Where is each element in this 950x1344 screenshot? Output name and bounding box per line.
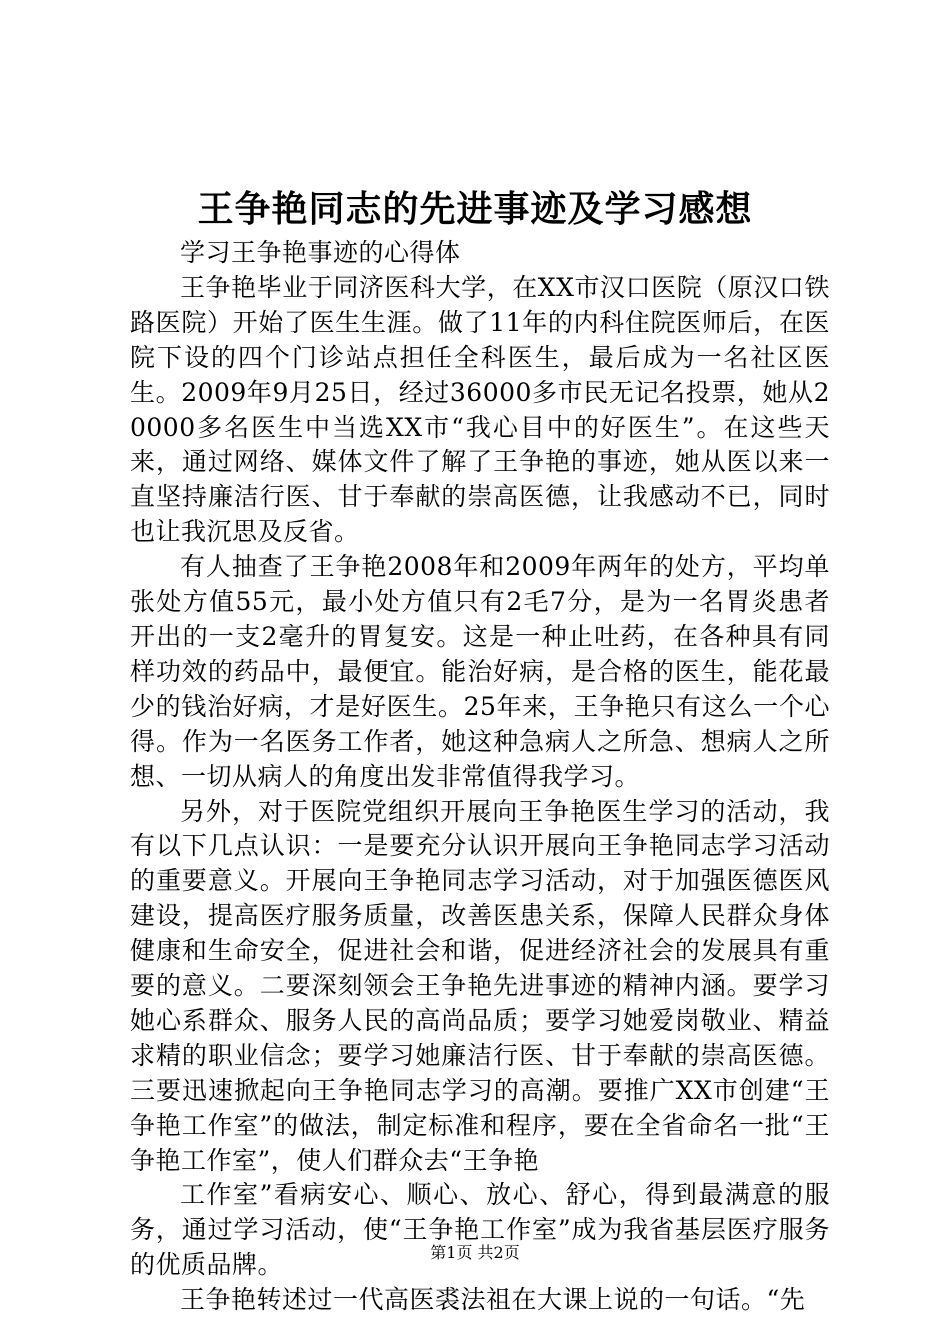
subtitle-paragraph: 学习王争艳事迹的心得体 (180, 238, 461, 267)
body-paragraph: 王争艳毕业于同济医科大学，在XX市汉口医院（原汉口铁路医院）开始了医生生涯。做了11年的内科住院医师后，在医院下设的四个门诊站点担任全科医生，最后成为一名社区医生。2009年9月25日，经过36000多市民无记名投票，她从20000多名医生中当选XX市“我心目中的好医生”。在这些天来，通过网络、媒体文件了解了王争艳的事迹，她从医以来一直坚持廉洁行医、甘于奉献的崇高医德，让我感动不已，同时也让我沉思及反省。 (130, 272, 830, 547)
document-title: 王争艳同志的先进事迹及学习感想 (197, 188, 753, 230)
page-footer: 第1页 共2页 (430, 1243, 520, 1262)
body-paragraph: 有人抽查了王争艳2008年和2009年两年的处方，平均单张处方值55元，最小处方值只有2毛7分，是为一名胃炎患者开出的一支2毫升的胃复安。这是一种止吐药，在各种具有同样功效的药品中，最便宜。能治好病，是合格的医生，能花最少的钱治好病，才是好医生。25年来，王争艳只有这么一个心得。作为一名医务工作者，她这种急病人之所急、想病人之所想、一切从病人的角度出发非常值得我学习。 (130, 552, 830, 791)
document-body (130, 236, 830, 1318)
body-paragraph: 另外，对于医院党组织开展向王争艳医生学习的活动，我有以下几点认识：一是要充分认识开展向王争艳同志学习活动的重要意义。开展向王争艳同志学习活动，对于加强医德医风建设，提高医疗服务质量，改善医患关系，保障人民群众身体健康和生命安全，促进社会和谐，促进经济社会的发展具有重要的意义。二要深刻领会王争艳先进事迹的精神内涵。要学习她心系群众、服务人民的高尚品质；要学习她爱岗敬业、精益求精的职业信念；要学习她廉洁行医、甘于奉献的崇高医德。三要迅速掀起向王争艳同志学习的高潮。要推广XX市创建“王争艳工作室”的做法，制定标准和程序，要在全省命名一批“王争艳工作室”，使人们群众去“王争艳 (130, 796, 830, 1175)
body-paragraph: 王争艳转述过一代高医裘法祖在大课上说的一句话。“先 (180, 1285, 806, 1315)
body-paragraph: 工作室”看病安心、顺心、放心、舒心，得到最满意的服务，通过学习活动，使“王争艳工作室”成为我省基层医疗服务的优质品牌。 (130, 1180, 830, 1280)
